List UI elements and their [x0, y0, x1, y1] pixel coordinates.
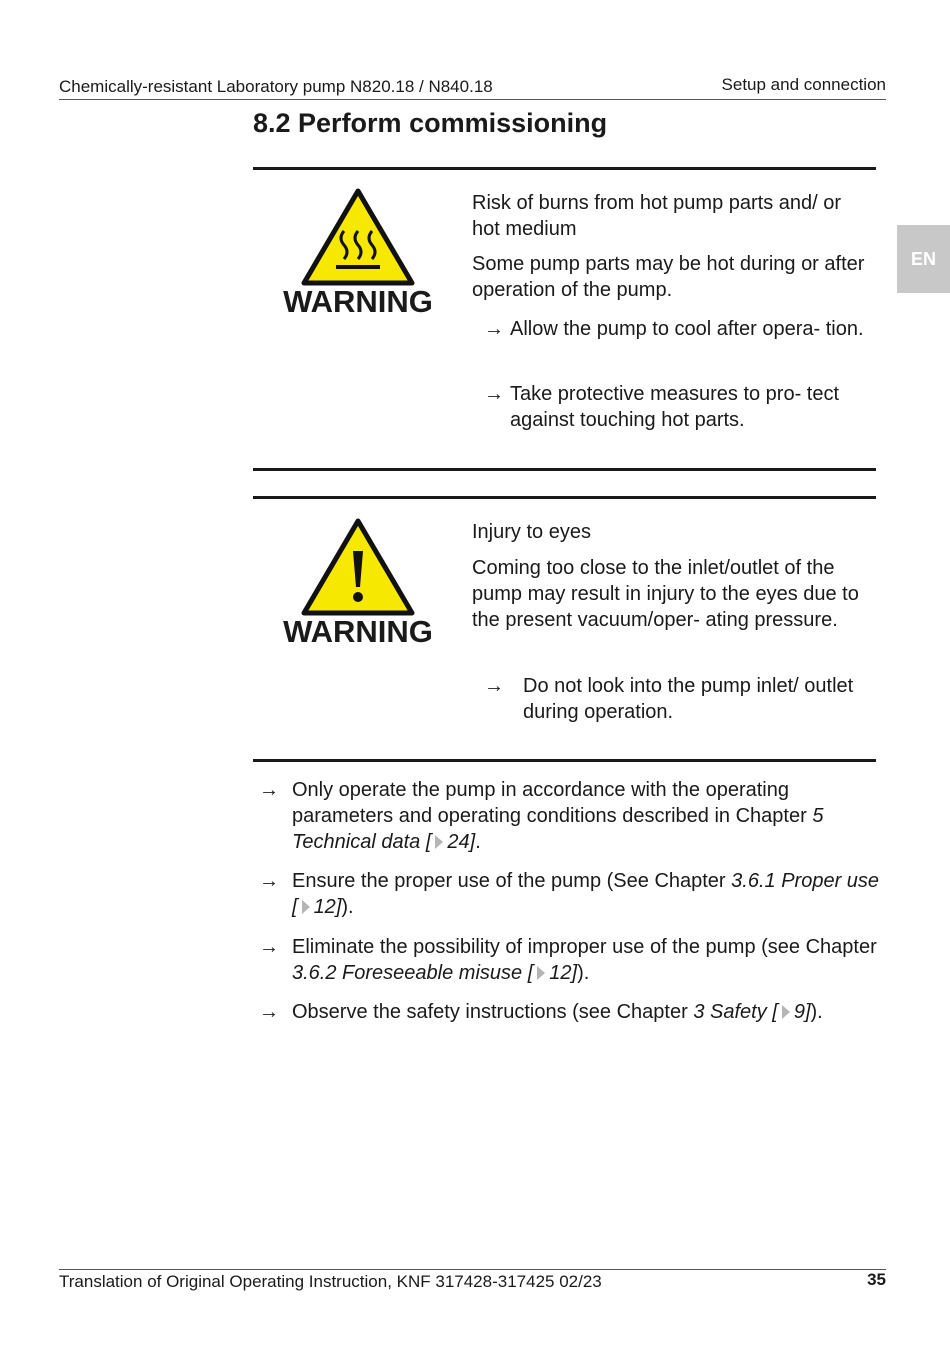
warning-signal-word: WARNING: [283, 614, 433, 649]
chapter-reference[interactable]: 3.6.2 Foreseeable misuse: [292, 962, 523, 984]
arrow-right-icon: →: [259, 779, 279, 801]
page-number: 35: [867, 1270, 886, 1289]
warning-heading: Risk of burns from hot pump parts and/ or hot medium: [472, 192, 842, 240]
warning-action: → Allow the pump to cool after opera- tion.: [484, 318, 864, 340]
arrow-right-icon: →: [484, 318, 504, 340]
header-document-title: Chemically-resistant Laboratory pump N820.18 / N840.18: [59, 77, 493, 96]
page-ref-triangle-icon: [782, 1005, 790, 1019]
language-tab: [897, 225, 950, 293]
warning-description: Coming too close to the inlet/outlet of the pump may result in injury to the eyes due to the present vacuum/oper- ating pressure.: [472, 557, 859, 631]
arrow-right-icon: →: [259, 1001, 279, 1023]
warning-description: Some pump parts may be hot during or after operation of the pump.: [472, 253, 865, 301]
page-reference[interactable]: 24: [447, 831, 470, 853]
chapter-reference[interactable]: 5 Technical data: [292, 805, 824, 853]
page-ref-triangle-icon: [302, 900, 310, 914]
warning-box-bottom-rule: [253, 468, 876, 471]
header-chapter-title: Setup and connection: [721, 75, 886, 94]
page-reference[interactable]: 9: [793, 1001, 805, 1023]
header-divider: [59, 99, 886, 100]
list-item: → Eliminate the possibility of improper use of the pump (see Chapter 3.6.2 Foreseeable misuse [ 12]).: [259, 936, 877, 984]
hot-surface-icon: [300, 187, 416, 287]
arrow-right-icon: →: [484, 675, 504, 697]
chapter-reference[interactable]: 3.6.1 Proper use: [731, 870, 880, 892]
page-ref-triangle-icon: [435, 835, 443, 849]
exclamation-icon: [300, 517, 416, 617]
warning-box-top-rule: [253, 167, 876, 170]
warning-box-top-rule: [253, 496, 876, 499]
footer-document-info: Translation of Original Operating Instruction, KNF 317428-317425 02/23: [59, 1272, 602, 1291]
page-reference[interactable]: 12: [549, 962, 572, 984]
language-tab-label: EN: [910, 248, 936, 269]
chapter-reference[interactable]: 3 Safety: [693, 1001, 767, 1023]
warning-heading: Injury to eyes: [472, 521, 591, 543]
warning-box-bottom-rule: [253, 759, 876, 762]
warning-action: → Take protective measures to pro- tect against touching hot parts.: [484, 383, 840, 431]
page-reference[interactable]: 12: [313, 896, 336, 918]
section-title: 8.2 Perform commissioning: [253, 108, 608, 138]
list-item: → Ensure the proper use of the pump (See Chapter 3.6.1 Proper use [ 12]).: [259, 870, 880, 918]
footer-divider: [59, 1269, 886, 1270]
warning-action: → Do not look into the pump inlet/ outlet during operation.: [484, 675, 854, 723]
page-ref-triangle-icon: [537, 966, 545, 980]
arrow-right-icon: →: [259, 936, 279, 958]
list-item: → Observe the safety instructions (see Chapter 3 Safety [ 9]).: [259, 1001, 823, 1023]
warning-signal-word: WARNING: [283, 284, 433, 319]
list-item: → Only operate the pump in accordance with the operating parameters and operating conditions described in Chapter 5 Technical data [ 24].: [259, 779, 824, 853]
arrow-right-icon: →: [484, 383, 504, 405]
arrow-right-icon: →: [259, 870, 279, 892]
